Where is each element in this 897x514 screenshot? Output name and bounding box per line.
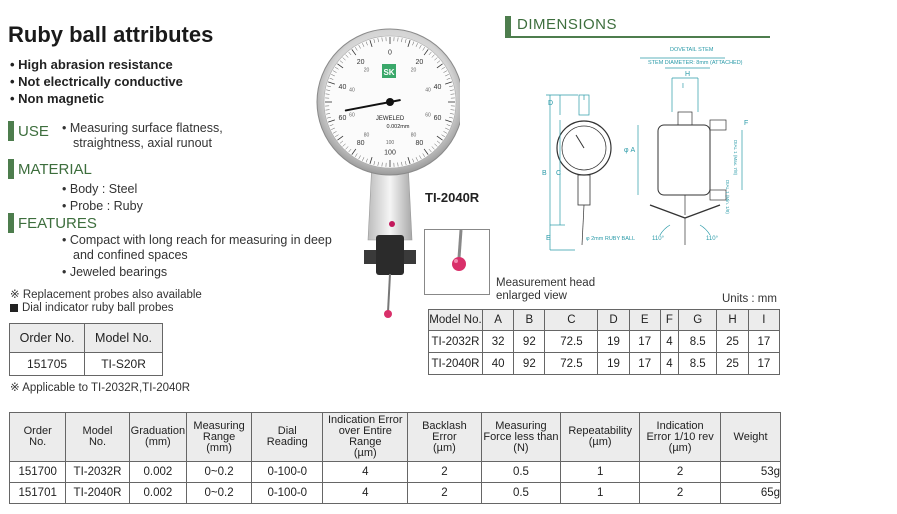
table-header: I	[748, 310, 779, 331]
dimension-table	[428, 309, 780, 375]
measurement-head-line: Measurement head	[496, 277, 596, 289]
material-item: • Body : Steel	[62, 181, 143, 198]
features-list	[62, 233, 332, 280]
dim-f-label: F	[744, 120, 749, 127]
use-line: straightness, axial runout	[73, 136, 212, 150]
units-label: Units : mm	[722, 293, 777, 305]
table-header-line: Error	[432, 430, 457, 443]
table-header-line: Measuring	[193, 419, 245, 432]
material-item: • Probe : Ruby	[62, 198, 143, 215]
table-cell: 53g	[721, 462, 781, 483]
table-cell: 0-100-0	[252, 462, 323, 483]
table-cell: 25	[717, 331, 748, 353]
table-cell: 0.5	[481, 483, 561, 504]
table-header: H	[717, 310, 748, 331]
ruby-ball-icon	[425, 230, 490, 295]
table-cell: 8.5	[678, 331, 716, 353]
table-cell: 2	[640, 462, 721, 483]
table-cell: 0~0.2	[187, 483, 252, 504]
table-row	[429, 331, 780, 353]
table-cell: 151705	[10, 353, 85, 376]
dim-b-label: B	[542, 170, 547, 177]
table-header-line: Indication Error	[328, 414, 403, 426]
table-row	[10, 462, 781, 483]
table-header	[640, 413, 721, 462]
table-header	[561, 413, 640, 462]
table-cell: 0.002	[129, 483, 186, 504]
material-list	[62, 181, 143, 215]
section-bar	[8, 213, 14, 233]
dial-label: 20	[415, 59, 424, 67]
table-header	[481, 413, 561, 462]
dim-d-label: D	[548, 100, 554, 107]
section-bar	[8, 121, 14, 141]
table-cell: 0.002	[129, 462, 186, 483]
attribute-item: • Non magnetic	[10, 90, 183, 107]
stem-label: STEM DIAMETER: 8mm (ATTACHED)	[648, 60, 743, 66]
table-header-line: Reading	[266, 436, 308, 448]
dial-label: 40	[433, 84, 442, 92]
dial-inner-label: 80	[410, 132, 417, 139]
table-cell: 4	[660, 353, 678, 375]
dial-inner-label: 20	[410, 67, 417, 74]
dial-inner-label: 80	[363, 132, 370, 139]
table-header: E	[629, 310, 660, 331]
table-cell: 72.5	[545, 331, 598, 353]
dial-label: 60	[433, 114, 442, 122]
dial-label: 60	[338, 114, 347, 122]
table-cell: 0-100-0	[252, 483, 323, 504]
table-cell: TI-2032R	[429, 331, 483, 353]
dial-label: 100	[384, 149, 396, 157]
table-cell: 17	[748, 331, 779, 353]
measurement-head-image	[424, 229, 490, 295]
side-mark-label: DIAL 1 (Min. 1/8)	[725, 180, 730, 214]
table-cell: 19	[598, 353, 629, 375]
use-text	[62, 121, 223, 151]
attribute-item: • Not electrically conductive	[10, 73, 183, 90]
table-header	[187, 413, 252, 462]
angle-label: 110°	[652, 236, 664, 242]
material-heading	[8, 159, 92, 179]
table-header-line: Force less than	[483, 430, 559, 443]
table-cell: 65g	[721, 483, 781, 504]
table-cell: 151701	[10, 483, 66, 504]
probe-table	[9, 323, 163, 376]
table-cell: 151700	[10, 462, 66, 483]
table-header-line: Error 1/10 rev	[646, 430, 714, 443]
dim-i-label: I	[682, 83, 684, 90]
material-heading-label: MATERIAL	[18, 160, 92, 178]
table-cell: 2	[640, 483, 721, 504]
table-header	[252, 413, 323, 462]
table-cell: 0~0.2	[187, 462, 252, 483]
dial-probes-label: Dial indicator ruby ball probes	[22, 302, 174, 314]
table-header: Model No.	[85, 324, 163, 353]
table-header-line: Backlash	[422, 419, 467, 432]
table-cell: 2	[408, 483, 482, 504]
dial-inner-label: 40	[349, 87, 355, 94]
use-line: • Measuring surface flatness,	[62, 121, 223, 136]
table-header: A	[483, 310, 514, 331]
spec-table	[9, 412, 781, 504]
product-label: TI-2040R	[425, 190, 480, 205]
table-header-line: (µm)	[668, 441, 692, 454]
table-header	[10, 413, 66, 462]
table-header	[129, 413, 186, 462]
section-bar	[505, 16, 511, 36]
dial-inner-label: 40	[425, 87, 431, 94]
attribute-list	[10, 56, 183, 107]
dimensions-heading	[505, 16, 770, 38]
table-header-line: Dial	[277, 425, 297, 437]
table-cell: 0.5	[481, 462, 561, 483]
table-cell: 17	[629, 331, 660, 353]
dial-label: 40	[338, 84, 347, 92]
table-header	[721, 413, 781, 462]
dim-c-label: C	[556, 170, 562, 177]
table-header-line: (mm)	[206, 441, 232, 454]
dial-label: 80	[415, 139, 424, 147]
section-bar	[8, 159, 14, 179]
table-header: B	[514, 310, 545, 331]
dim-e-label: E	[546, 235, 551, 242]
table-header-line: Indication	[656, 419, 704, 432]
feature-item-cont: and confined spaces	[73, 248, 188, 262]
table-header-line: Weight	[733, 430, 768, 443]
table-header-line: No.	[88, 436, 107, 448]
table-header-line: (µm)	[432, 441, 456, 454]
table-cell: TI-2032R	[66, 462, 129, 483]
table-cell: 32	[483, 331, 514, 353]
table-header	[323, 413, 408, 462]
dimension-drawing	[520, 40, 780, 260]
table-header	[408, 413, 482, 462]
table-cell: 92	[514, 331, 545, 353]
table-header: G	[678, 310, 716, 331]
dial-probes-note	[10, 302, 174, 314]
table-header-line: Model	[82, 425, 113, 437]
table-header: Model No.	[429, 310, 483, 331]
dial-inner-label: 60	[425, 112, 431, 119]
feature-item: • Jeweled bearings	[62, 265, 332, 280]
table-cell: 2	[408, 462, 482, 483]
table-cell: 17	[748, 353, 779, 375]
dovetail-label: DOVETAIL STEM	[670, 47, 714, 53]
table-cell: 1	[561, 462, 640, 483]
table-cell: TI-S20R	[85, 353, 163, 376]
measurement-head-line: enlarged view	[496, 290, 567, 302]
table-cell: TI-2040R	[429, 353, 483, 375]
page-title: Ruby ball attributes	[8, 22, 214, 47]
feature-item: • Compact with long reach for measuring in deep	[62, 233, 332, 248]
table-cell: 92	[514, 353, 545, 375]
dial-jeweled-text: JEWELED	[375, 116, 405, 122]
dial-label: 80	[356, 139, 365, 147]
features-heading-label: FEATURES	[18, 214, 97, 232]
table-header-line: (µm)	[353, 447, 377, 459]
applicable-note: ※ Applicable to TI-2032R,TI-2040R	[10, 382, 191, 394]
table-header: F	[660, 310, 678, 331]
table-header-line: No.	[29, 436, 47, 448]
table-header: C	[545, 310, 598, 331]
use-heading-label: USE	[18, 122, 49, 140]
table-cell: 4	[323, 462, 408, 483]
table-cell: TI-2040R	[66, 483, 129, 504]
table-header-line: (µm)	[588, 436, 612, 448]
table-header-line: Graduation	[130, 425, 186, 437]
table-cell: 1	[561, 483, 640, 504]
table-cell: 40	[483, 353, 514, 375]
brand-logo-text: SK	[383, 68, 395, 77]
dimensions-heading-label: DIMENSIONS	[517, 16, 618, 33]
dial-resolution-text: 0.002mm	[386, 124, 410, 130]
table-cell: 4	[660, 331, 678, 353]
table-cell: 4	[323, 483, 408, 504]
table-header-line: Repeatability	[568, 425, 632, 437]
table-header-line: Range	[202, 430, 236, 443]
table-row	[10, 483, 781, 504]
dial-inner-label: 60	[349, 112, 355, 119]
table-header-line: over Entire Range	[338, 425, 392, 448]
table-header: Order No.	[10, 324, 85, 353]
ruby-ball-label: φ 2mm RUBY BALL	[586, 236, 636, 242]
table-header-line: Measuring	[495, 419, 547, 432]
table-cell: 8.5	[678, 353, 716, 375]
dial-label: 0	[388, 49, 392, 57]
dim-a-label: φ A	[624, 147, 636, 154]
table-cell: 19	[598, 331, 629, 353]
table-header: D	[598, 310, 629, 331]
features-heading	[8, 213, 97, 233]
table-header-line: (N)	[513, 441, 529, 454]
table-header-line: Order	[23, 425, 52, 437]
attribute-item: • High abrasion resistance	[10, 56, 183, 73]
dial-inner-label: 20	[363, 67, 370, 74]
use-heading	[8, 121, 49, 141]
angle-label: 110°	[706, 236, 718, 242]
measurement-head-label	[496, 277, 595, 303]
replacement-note: ※ Replacement probes also available	[10, 289, 202, 301]
table-cell: 17	[629, 353, 660, 375]
dial-label: 20	[356, 59, 365, 67]
table-header-line: (mm)	[145, 436, 171, 448]
table-cell: 72.5	[545, 353, 598, 375]
table-cell: 25	[717, 353, 748, 375]
dial-inner-label: 100	[385, 140, 395, 146]
dim-h-label: H	[685, 71, 691, 78]
table-header	[66, 413, 129, 462]
table-row	[429, 353, 780, 375]
square-bullet-icon	[10, 304, 18, 312]
side-mark-label: DIAL 1 (Max. 7/8)	[733, 140, 738, 176]
